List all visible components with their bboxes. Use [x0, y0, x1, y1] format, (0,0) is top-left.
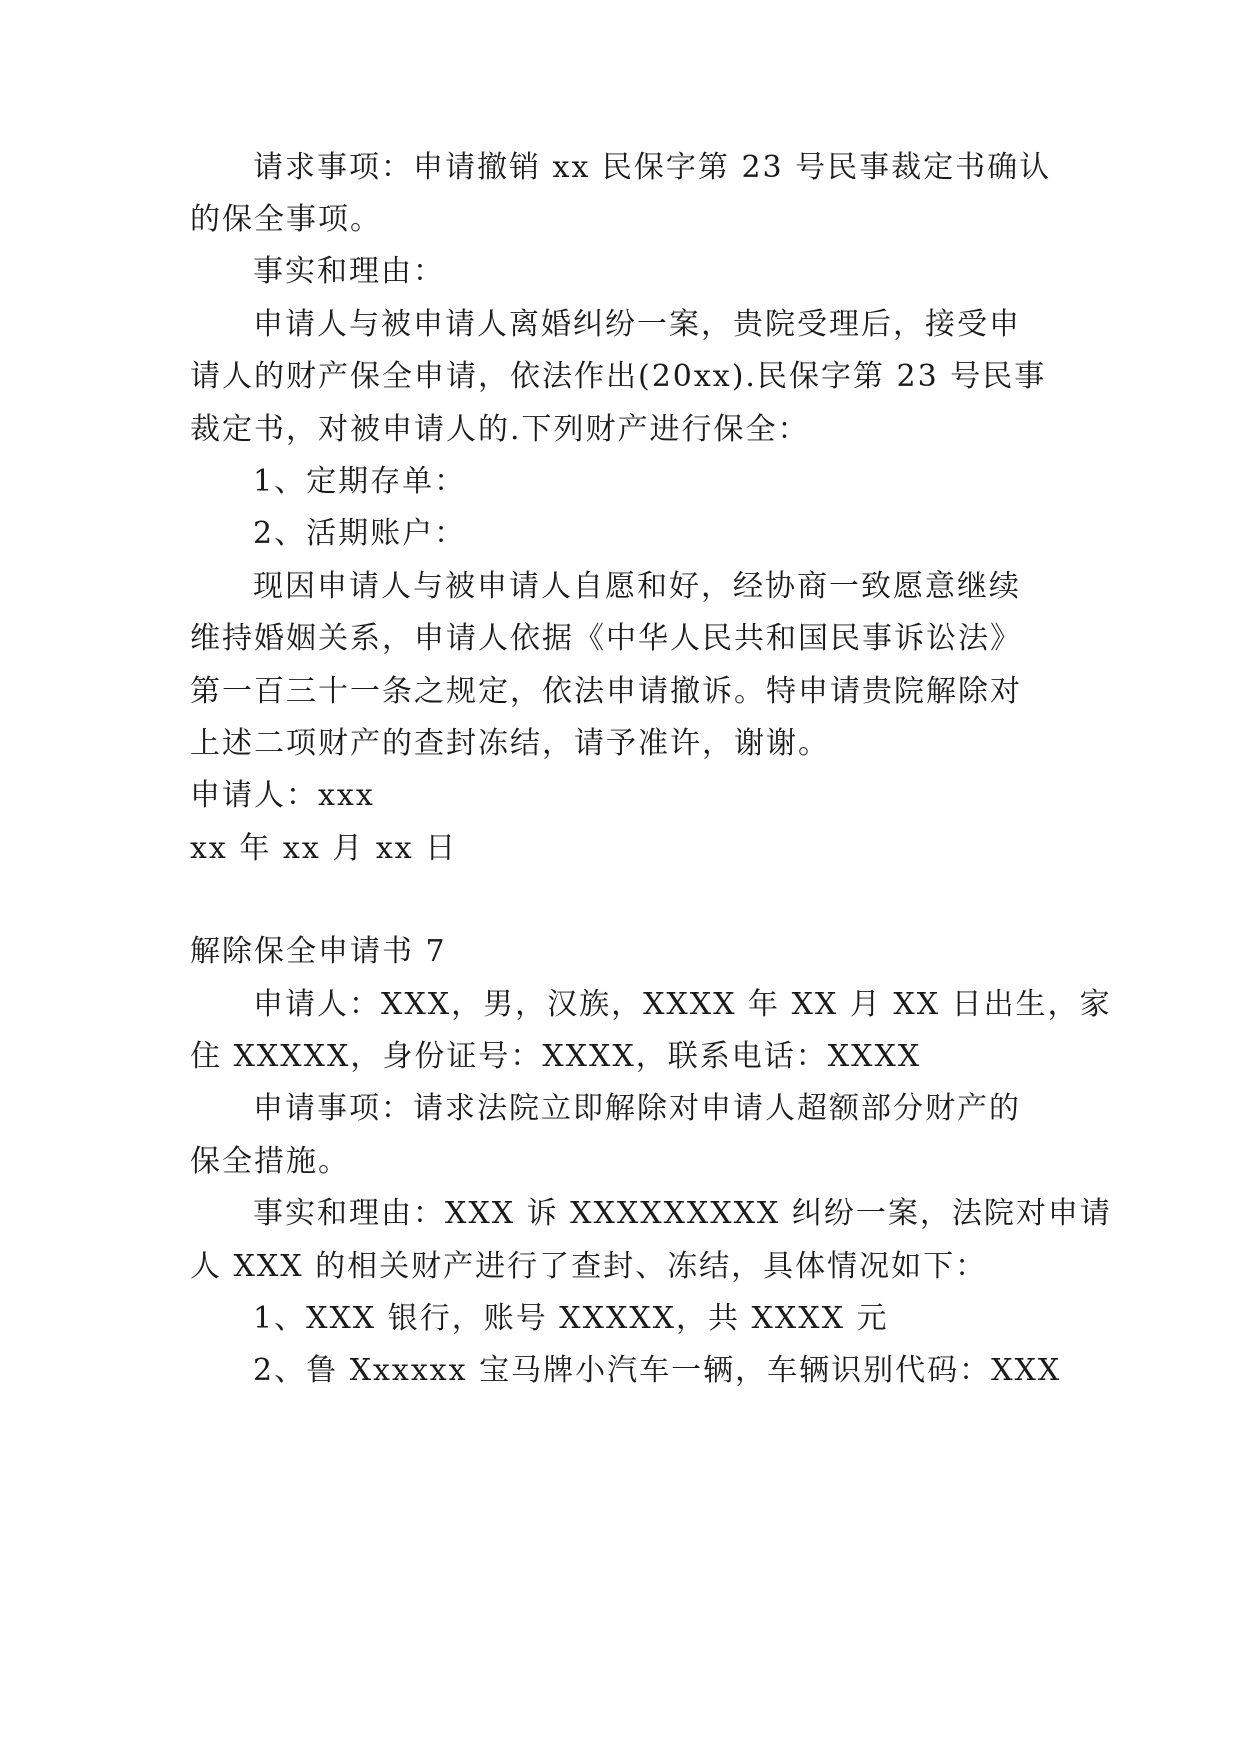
list-item-car: 2、鲁 Xxxxxx 宝马牌小汽车一辆，车辆识别代码：XXX	[253, 1353, 1062, 1388]
request-line-1: 请求事项：申请撤销 xx 民保字第 23 号民事裁定书确认	[253, 150, 1052, 185]
applicant-signature: 申请人：xxx	[190, 778, 375, 813]
list-item-deposit: 1、定期存单：	[253, 464, 467, 499]
section-title: 解除保全申请书 7	[190, 934, 447, 969]
request-line-1: 申请事项：请求法院立即解除对申请人超额部分财产的	[253, 1091, 1021, 1126]
signature-date: xx 年 xx 月 xx 日	[190, 831, 458, 866]
reason-line-2: 维持婚姻关系，申请人依据《中华人民共和国民事诉讼法》	[190, 621, 1022, 656]
applicant-line-1: 申请人：XXX，男，汉族，XXXX 年 XX 月 XX 日出生，家	[253, 987, 1112, 1022]
reason-line-4: 上述二项财产的查封冻结，请予准许，谢谢。	[190, 726, 830, 761]
facts-line-1: 申请人与被申请人离婚纠纷一案，贵院受理后，接受申	[253, 307, 1021, 342]
facts-line-2: 请人的财产保全申请，依法作出(20xx).民保字第 23 号民事	[190, 359, 1047, 394]
facts-heading: 事实和理由：	[253, 254, 445, 289]
list-item-account: 2、活期账户：	[253, 516, 467, 551]
facts-line-2: 人 XXX 的相关财产进行了查封、冻结，具体情况如下：	[190, 1249, 988, 1284]
request-line-2: 保全措施。	[190, 1144, 350, 1179]
facts-line-3: 裁定书，对被申请人的.下列财产进行保全：	[190, 412, 810, 447]
facts-line-1: 事实和理由：XXX 诉 XXXXXXXXX 纠纷一案，法院对申请	[253, 1196, 1112, 1231]
request-line-2: 的保全事项。	[190, 202, 382, 237]
reason-line-3: 第一百三十一条之规定，依法申请撤诉。特申请贵院解除对	[190, 674, 1022, 709]
reason-line-1: 现因申请人与被申请人自愿和好，经协商一致愿意继续	[253, 569, 1021, 604]
list-item-bank: 1、XXX 银行，账号 XXXXX，共 XXXX 元	[253, 1301, 889, 1336]
applicant-line-2: 住 XXXXX，身份证号：XXXX，联系电话：XXXX	[190, 1039, 922, 1074]
